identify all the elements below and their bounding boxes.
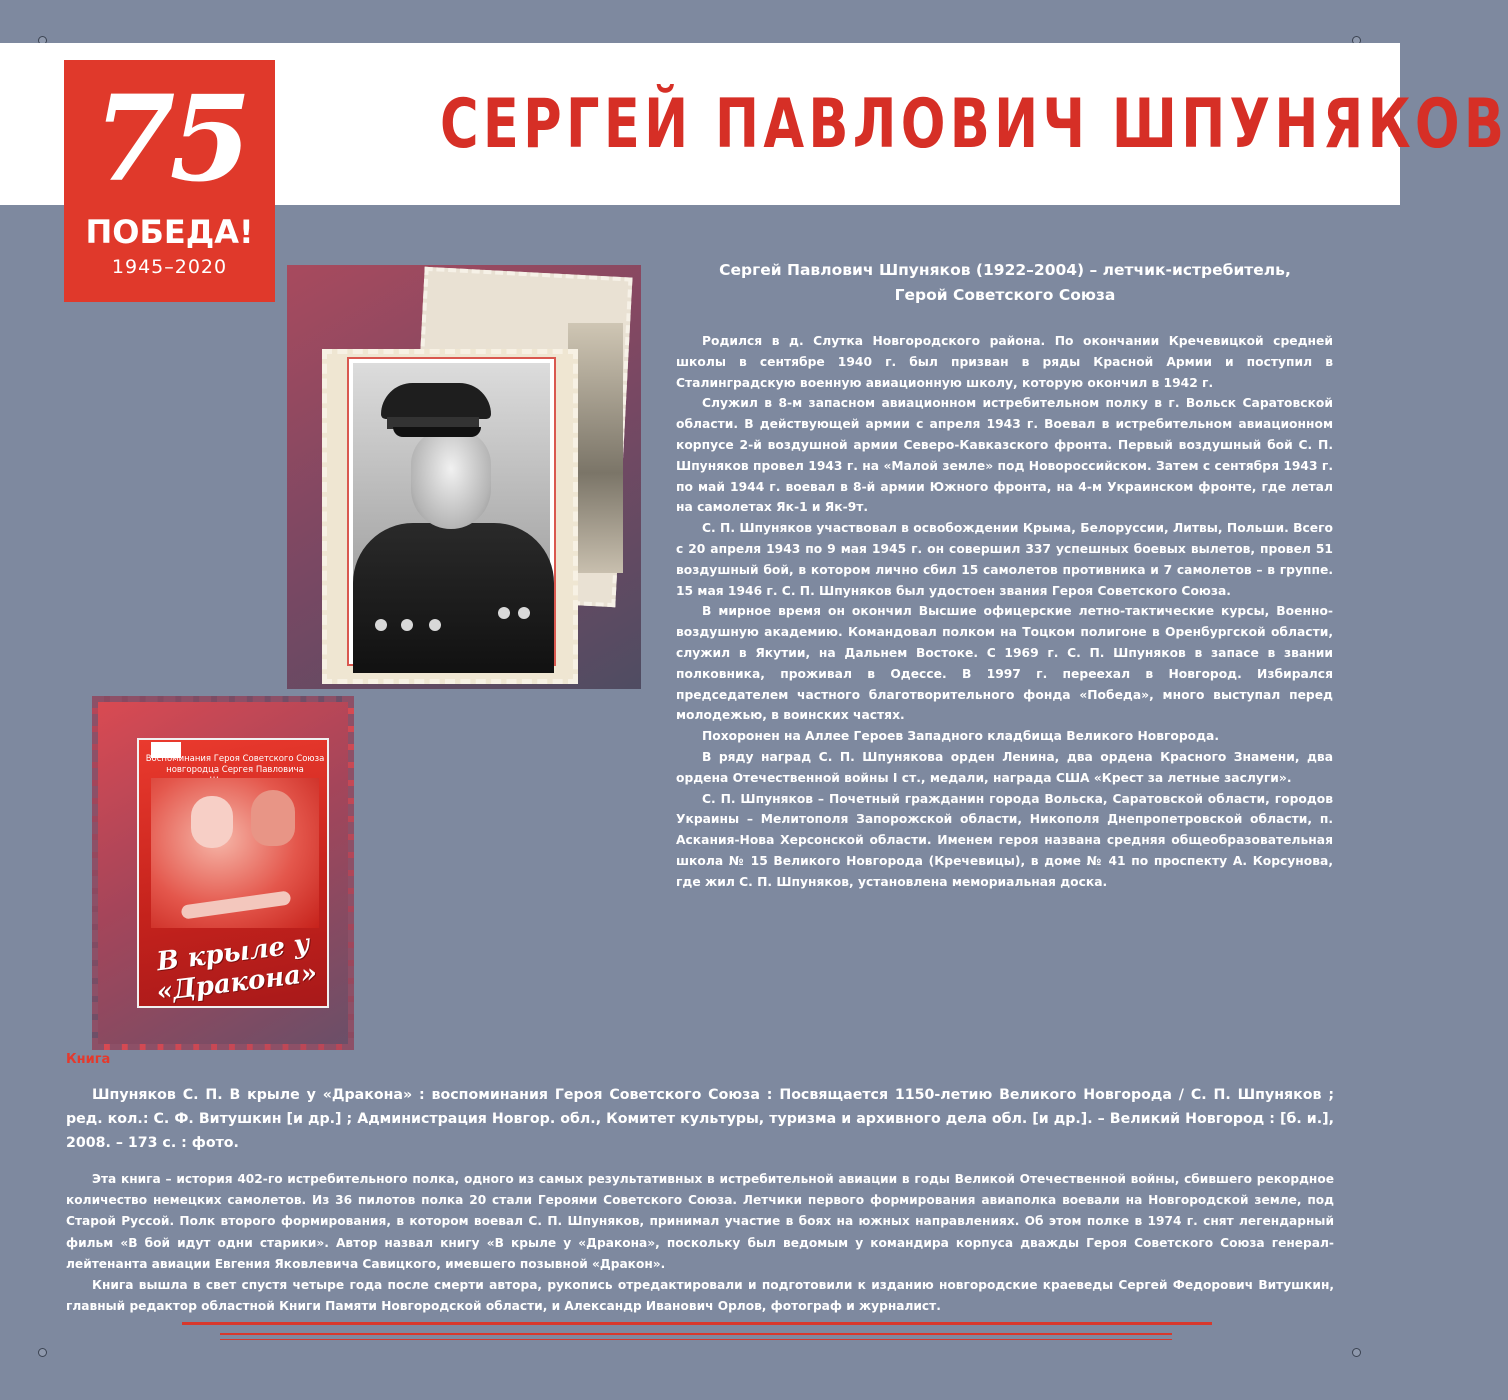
book-caption: Книга bbox=[66, 1052, 111, 1067]
book-description-paragraph: Эта книга – история 402-го истребительного полка, одного из самых результативных в истребительной авиации в годы Великой Отечественной войны, сбившего рекордное количество немецких самолетов. Из 36 пилотов полка 20 стали Героями Советского Союза. Летчики первого формирования авиаполка воевали на Новгородской земле, под Старой Руссой. Полк второго формирования, в котором воевал С. П. Шпуняков, принимал участие в боях на южных направлениях. Об этом полке в 1974 г. снят легендарный фильм «В бой идут одни старики». Автор назвал книгу «В крыле у «Дракона», поскольку был ведомым у командира корпуса дважды Героя Советского Союза генерал-лейтенанта авиации Евгения Яковлевича Савицкого, имевшего позывной «Дракон». bbox=[66, 1172, 1334, 1271]
logo-word: ПОБЕДА! bbox=[85, 213, 254, 251]
bio-heading-line: Герой Советского Союза bbox=[894, 286, 1116, 304]
book-cover-figure bbox=[251, 790, 295, 846]
book-cover-title: В крыле у «Дракона» bbox=[154, 928, 319, 1008]
book-cover-image bbox=[151, 778, 319, 928]
victory-75-logo bbox=[64, 60, 275, 302]
decorative-divider bbox=[220, 1339, 1172, 1340]
bio-paragraph: Родился в д. Слутка Новгородского района. По окончании Кречевицкой средней школы в сентябре 1940 г. был призван в ряды Красной Армии и поступил в Сталинградскую военную авиационную школу, которую окончил в 1942 г. bbox=[676, 334, 1333, 390]
bio-paragraph: В ряду наград С. П. Шпунякова орден Ленина, два ордена Красного Знамени, два ордена Отечественной войны I ст., медали, награда США «Крест за летные заслуги». bbox=[676, 749, 1333, 785]
bio-paragraph: В мирное время он окончил Высшие офицерские летно-тактические курсы, Военно-воздушную академию. Командовал полком на Тоцком полигоне в Оренбургской области, служил в Якутии, на Дальнем Востоке. С 1969 г. С. П. Шпуняков в запасе в звании полковника, проживал в Одессе. В 1997 г. переехал в Новгород. Избирался председателем частного благотворительного фонда «Победа», много выступал перед молодежью, в воинских частях. bbox=[676, 604, 1333, 723]
bio-paragraph: Служил в 8-м запасном авиационном истребительном полку в г. Вольск Саратовской области. В действующей армии с апреля 1943 г. Воевал в истребительном авиационном корпусе 2-й воздушной армии Северо-Кавказского фронта. Первый воздушный бой С. П. Шпуняков провел 1943 г. на «Малой земле» под Новороссийском. Затем с сентября 1943 г. по май 1944 г. воевал в 8-й армии Южного фронта, на 4-м Украинском фронте, где летал на самолетах Як-1 и Як-9т. bbox=[676, 396, 1333, 515]
book-reference: Шпуняков С. П. В крыле у «Дракона» : воспоминания Героя Советского Союза : Посвящается 1150-летию Великого Новгорода / С. П. Шпуняков ; ред. кол.: С. Ф. Витушкин [и др.] ; Администрация Новгор. обл., Комитет культуры, туризма и архивного дела обл. [и др.]. – Великий Новгород : [б. и.], 2008. – 173 с. : фото. bbox=[66, 1087, 1334, 1151]
plane-icon bbox=[181, 890, 292, 919]
logo-number: 75 bbox=[93, 69, 246, 208]
medal-icon bbox=[401, 619, 413, 631]
bio-paragraph: С. П. Шпуняков участвовал в освобождении Крыма, Белоруссии, Литвы, Польши. Всего с 20 апреля 1943 по 9 мая 1945 г. он совершил 337 успешных боевых вылетов, провел 51 воздушный бой, в котором лично сбил 15 самолетов противника и 7 самолетов – в группе. 15 мая 1946 г. С. П. Шпуняков был удостоен звания Героя Советского Союза. bbox=[676, 521, 1333, 598]
corner-rivet bbox=[38, 1348, 47, 1357]
decorative-divider bbox=[182, 1322, 1212, 1325]
bio-paragraph: С. П. Шпуняков – Почетный гражданин города Вольска, Саратовской области, городов Украины – Мелитополя Запорожской области, Никополя Днепропетровской области, п. Аскания-Нова Херсонской области. Именем героя названа средняя общеобразовательная школа № 15 Великого Новгорода (Кречевицы), в доме № 41 по проспекту А. Корсунова, где жил С. П. Шпуняков, установлена мемориальная доска. bbox=[676, 791, 1333, 889]
bio-heading-line: Сергей Павлович Шпуняков (1922–2004) – летчик-истребитель, bbox=[719, 261, 1291, 279]
medal-icon bbox=[518, 607, 530, 619]
portrait-cap bbox=[381, 383, 491, 419]
book-cover-subtitle-line: Воспоминания Героя Советского Союза bbox=[145, 754, 325, 764]
book-cover-subtitle-line: новгородца Сергея Павловича bbox=[166, 765, 304, 775]
portrait-photo bbox=[353, 363, 550, 660]
book-description bbox=[66, 1169, 1334, 1317]
portrait-face bbox=[411, 429, 491, 529]
page-title: СЕРГЕЙ ПАВЛОВИЧ ШПУНЯКОВ bbox=[440, 85, 1508, 164]
decorative-divider bbox=[220, 1333, 1172, 1335]
bio-text bbox=[676, 331, 1333, 893]
portrait-photo-frame bbox=[347, 357, 556, 666]
portrait-tunic bbox=[353, 523, 554, 673]
book-cover-figure bbox=[191, 796, 233, 848]
portrait-cap-visor bbox=[393, 427, 481, 437]
medal-icon bbox=[498, 607, 510, 619]
medal-icon bbox=[429, 619, 441, 631]
medal-icon bbox=[375, 619, 387, 631]
bio-paragraph: Похоронен на Аллее Героев Западного кладбища Великого Новгорода. bbox=[702, 729, 1220, 744]
bio-heading bbox=[660, 258, 1350, 308]
book-cover bbox=[137, 738, 329, 1008]
book-description-paragraph: Книга вышла в свет спустя четыре года после смерти автора, рукопись отредактировали и подготовили к изданию новгородские краеведы Сергей Федорович Витушкин, главный редактор областной Книги Памяти Новгородской области, и Александр Иванович Орлов, фотограф и журналист. bbox=[66, 1278, 1334, 1314]
logo-years: 1945–2020 bbox=[111, 256, 228, 278]
corner-rivet bbox=[1352, 1348, 1361, 1357]
